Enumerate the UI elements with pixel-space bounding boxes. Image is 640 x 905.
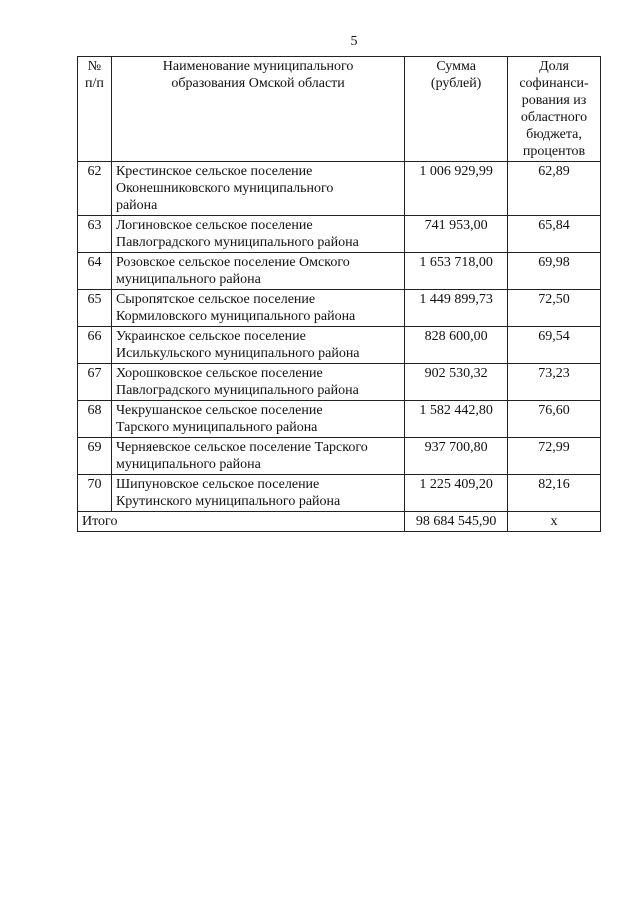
row-municipality: Крестинское сельское поселение Оконешниковского муниципального района xyxy=(111,162,404,216)
row-sum: 1 653 718,00 xyxy=(405,253,508,290)
row-sum: 828 600,00 xyxy=(405,327,508,364)
row-share: 73,23 xyxy=(508,364,601,401)
row-municipality: Сыропятское сельское поселение Кормиловского муниципального района xyxy=(111,290,404,327)
total-label: Итого xyxy=(78,512,405,532)
row-share: 62,89 xyxy=(508,162,601,216)
table-row xyxy=(78,253,601,290)
table-row xyxy=(78,475,601,512)
row-sum: 1 449 899,73 xyxy=(405,290,508,327)
row-number: 64 xyxy=(78,253,112,290)
row-municipality: Хорошковское сельское поселение Павлоградского муниципального района xyxy=(111,364,404,401)
table-header-row xyxy=(78,57,601,162)
row-share: 69,98 xyxy=(508,253,601,290)
row-number: 69 xyxy=(78,438,112,475)
table-row xyxy=(78,327,601,364)
row-sum: 937 700,80 xyxy=(405,438,508,475)
row-municipality: Логиновское сельское поселение Павлоградского муниципального района xyxy=(111,216,404,253)
page-number: 5 xyxy=(350,34,358,49)
row-municipality: Шипуновское сельское поселение Крутинского муниципального района xyxy=(111,475,404,512)
row-sum: 1 006 929,99 xyxy=(405,162,508,216)
row-sum: 741 953,00 xyxy=(405,216,508,253)
total-sum: 98 684 545,90 xyxy=(405,512,508,532)
table-body xyxy=(78,162,601,512)
row-municipality: Розовское сельское поселение Омского муниципального района xyxy=(111,253,404,290)
row-sum: 1 225 409,20 xyxy=(405,475,508,512)
row-number: 65 xyxy=(78,290,112,327)
total-share: х xyxy=(508,512,601,532)
row-number: 66 xyxy=(78,327,112,364)
row-sum: 1 582 442,80 xyxy=(405,401,508,438)
row-number: 63 xyxy=(78,216,112,253)
table-row xyxy=(78,401,601,438)
table-row xyxy=(78,364,601,401)
subsidy-table xyxy=(77,56,601,532)
table-row xyxy=(78,162,601,216)
row-number: 70 xyxy=(78,475,112,512)
row-municipality: Черняевское сельское поселение Тарского муниципального района xyxy=(111,438,404,475)
table-row xyxy=(78,290,601,327)
table-row xyxy=(78,216,601,253)
row-sum: 902 530,32 xyxy=(405,364,508,401)
header-share: Доля софинанси- рования из областного бюджета, процентов xyxy=(508,57,601,162)
row-share: 76,60 xyxy=(508,401,601,438)
header-sum: Сумма (рублей) xyxy=(405,57,508,162)
header-municipality: Наименование муниципального образования Омской области xyxy=(111,57,404,162)
row-number: 68 xyxy=(78,401,112,438)
row-share: 82,16 xyxy=(508,475,601,512)
header-number: № п/п xyxy=(78,57,112,162)
table-row xyxy=(78,438,601,475)
row-share: 72,50 xyxy=(508,290,601,327)
row-share: 65,84 xyxy=(508,216,601,253)
row-municipality: Украинское сельское поселение Исилькульского муниципального района xyxy=(111,327,404,364)
row-municipality: Чекрушанское сельское поселение Тарского муниципального района xyxy=(111,401,404,438)
row-number: 67 xyxy=(78,364,112,401)
row-share: 72,99 xyxy=(508,438,601,475)
row-share: 69,54 xyxy=(508,327,601,364)
row-number: 62 xyxy=(78,162,112,216)
total-row xyxy=(78,512,601,532)
